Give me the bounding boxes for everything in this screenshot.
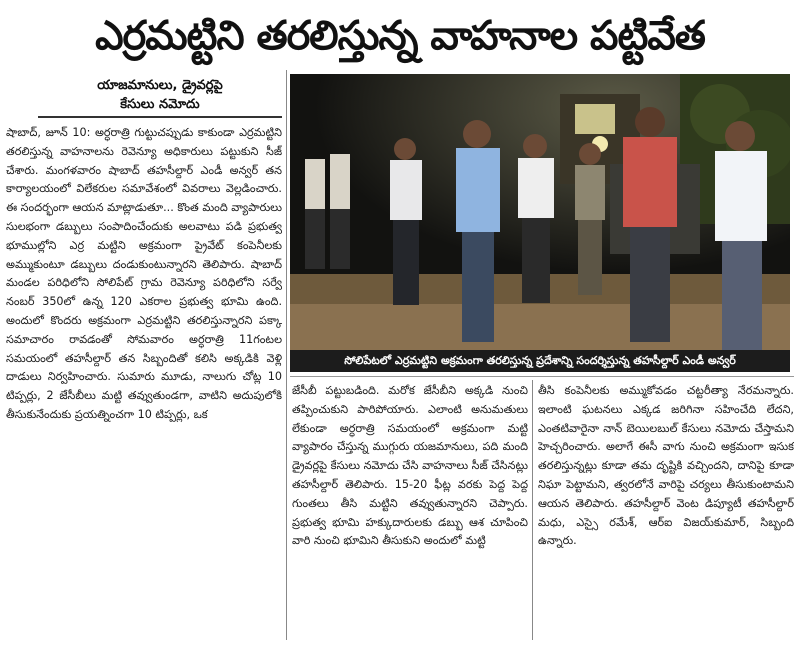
column-divider [286, 70, 287, 640]
article-column-1 [6, 124, 282, 640]
subheadline-rule [38, 116, 282, 118]
subheadline [40, 76, 280, 114]
subheadline-line-2: కేసులు నమోదు [120, 97, 200, 112]
news-photo [290, 74, 790, 350]
subheadline-line-1: యాజమానులు, డ్రైవర్లపై [97, 78, 223, 93]
article-column-3-text: తీసి కంపెనీలకు అమ్ముకోవడం చట్టరీత్యా నేరమన్నారు. ఇలాంటి ఘటనలు ఎక్కడ జరిగినా సహించేది లేదని, ఎంతటివారైనా నాన్ బెయిలబుల్ కేసులు నమోదు చేస్తామని హెచ్చరించారు. అలాగే ఈసీ వాగు నుంచి అక్రమంగా ఇసుక తరలిస్తున్నట్లు కూడా తమ దృష్టికి వచ్చిందని, దానిపై కూడా నిఘా పెట్టామని, త్వరలోనే వారిపై చర్యలు తీసుకుంటామని ఆయన తెలిపారు. తహసీల్దార్ వెంట డిప్యూటీ తహసీల్దార్ మధు, ఎస్సై రమేశ్, ఆర్ఐ విజయ్‌కుమార్, సిబ్బంది ఉన్నారు. [538, 384, 794, 548]
photo-caption: సోలిపేటలో ఎర్రమట్టిని అక్రమంగా తరలిస్తున్న ప్రదేశాన్ని సందర్శిస్తున్న తహసీల్దార్ ఎండీ అన్వర్ [290, 350, 790, 372]
column-divider [532, 380, 533, 640]
article-column-1-text: షాబాద్, జూన్ 10: అర్ధరాత్రి గుట్టుచప్పుడు కాకుండా ఎర్రమట్టిని తరలిస్తున్న వాహనాలను రెవెన్యూ అధికారులు పట్టుకుని సీజ్ చేశారు. మంగళవారం షాబాద్ తహసీల్దార్ ఎండీ అన్వర్ తన కార్యాలయంలో విలేకరుల సమావేశంలో వివరాలు వెల్లడించారు. ఈ సందర్భంగా ఆయన మాట్లాడుతూ... కొంత మంది వ్యాపారులు సులభంగా డబ్బులు సంపాదించేందుకు అలవాటు పడి ప్రభుత్వ భూముల్లోని ఎర్ర మట్టిని అక్రమంగా ప్రైవేట్ కంపెనీలకు అమ్ముకుంటూ డబ్బులు దండుకుంటున్నారని తెలిపారు. షాబాద్ మండల పరిధిలోని సోలిపేట్ గ్రామ రెవెన్యూ పరిధిలోని సర్వే నంబర్ 350లో ఉన్న 120 ఎకరాల ప్రభుత్వ భూమి ఉంది. అందులో కొందరు అక్రమంగా ఎర్రమట్టిని తరలిస్తున్నారని పక్కా సమాచారం రావడంతో సోమవారం అర్ధరాత్రి 11గంటల సమయంలో తహసీల్దార్ తన సిబ్బందితో కలిసి అక్కడికి వెళ్లి దాడులు నిర్వహించారు. సుమారు మూడు, నాలుగు చోట్ల 10 టిప్పర్లు, 2 జేసీబీలు మట్టి తవ్వుతుండగా, వాటిని అదుపులోకి తీసుకునేందుకు ప్రయత్నించగా 10 టిప్పర్లు, ఒక [6, 126, 282, 421]
article-column-2-text: జేసీబీ పట్టుబడింది. మరోక జేసీబీని అక్కడి నుంచి తప్పించుకుని పారిపోయారు. ఎలాంటి అనుమతులు లేకుండా అర్ధరాత్రి సమయంలో అక్రమంగా మట్టి వ్యాపారం చేస్తున్న ముగ్గురు యజమానులు, పది మంది డ్రైవర్లపై కేసులు నమోదు చేసి వాహనాలు సీజ్ చేసినట్లు తహసీల్దార్ తెలిపారు. 15-20 ఫీట్ల వరకు పెద్ద పెద్ద గుంతలు తీసి మట్టిని తవ్వుతున్నారని చెప్పారు. ప్రభుత్వ భూమి హక్కుదారులకు డబ్బు ఆశ చూపించి వారి నుంచి భూమిని తీసుకుని అందులో మట్టి [292, 384, 528, 548]
photo-bottom-rule [290, 376, 794, 377]
article-column-2 [292, 382, 528, 640]
headline: ఎర్రమట్టిని తరలిస్తున్న వాహనాల పట్టివేత [95, 13, 705, 59]
night-photo-of-officials-with-vehicles-icon [290, 74, 790, 350]
article-column-3 [538, 382, 794, 640]
